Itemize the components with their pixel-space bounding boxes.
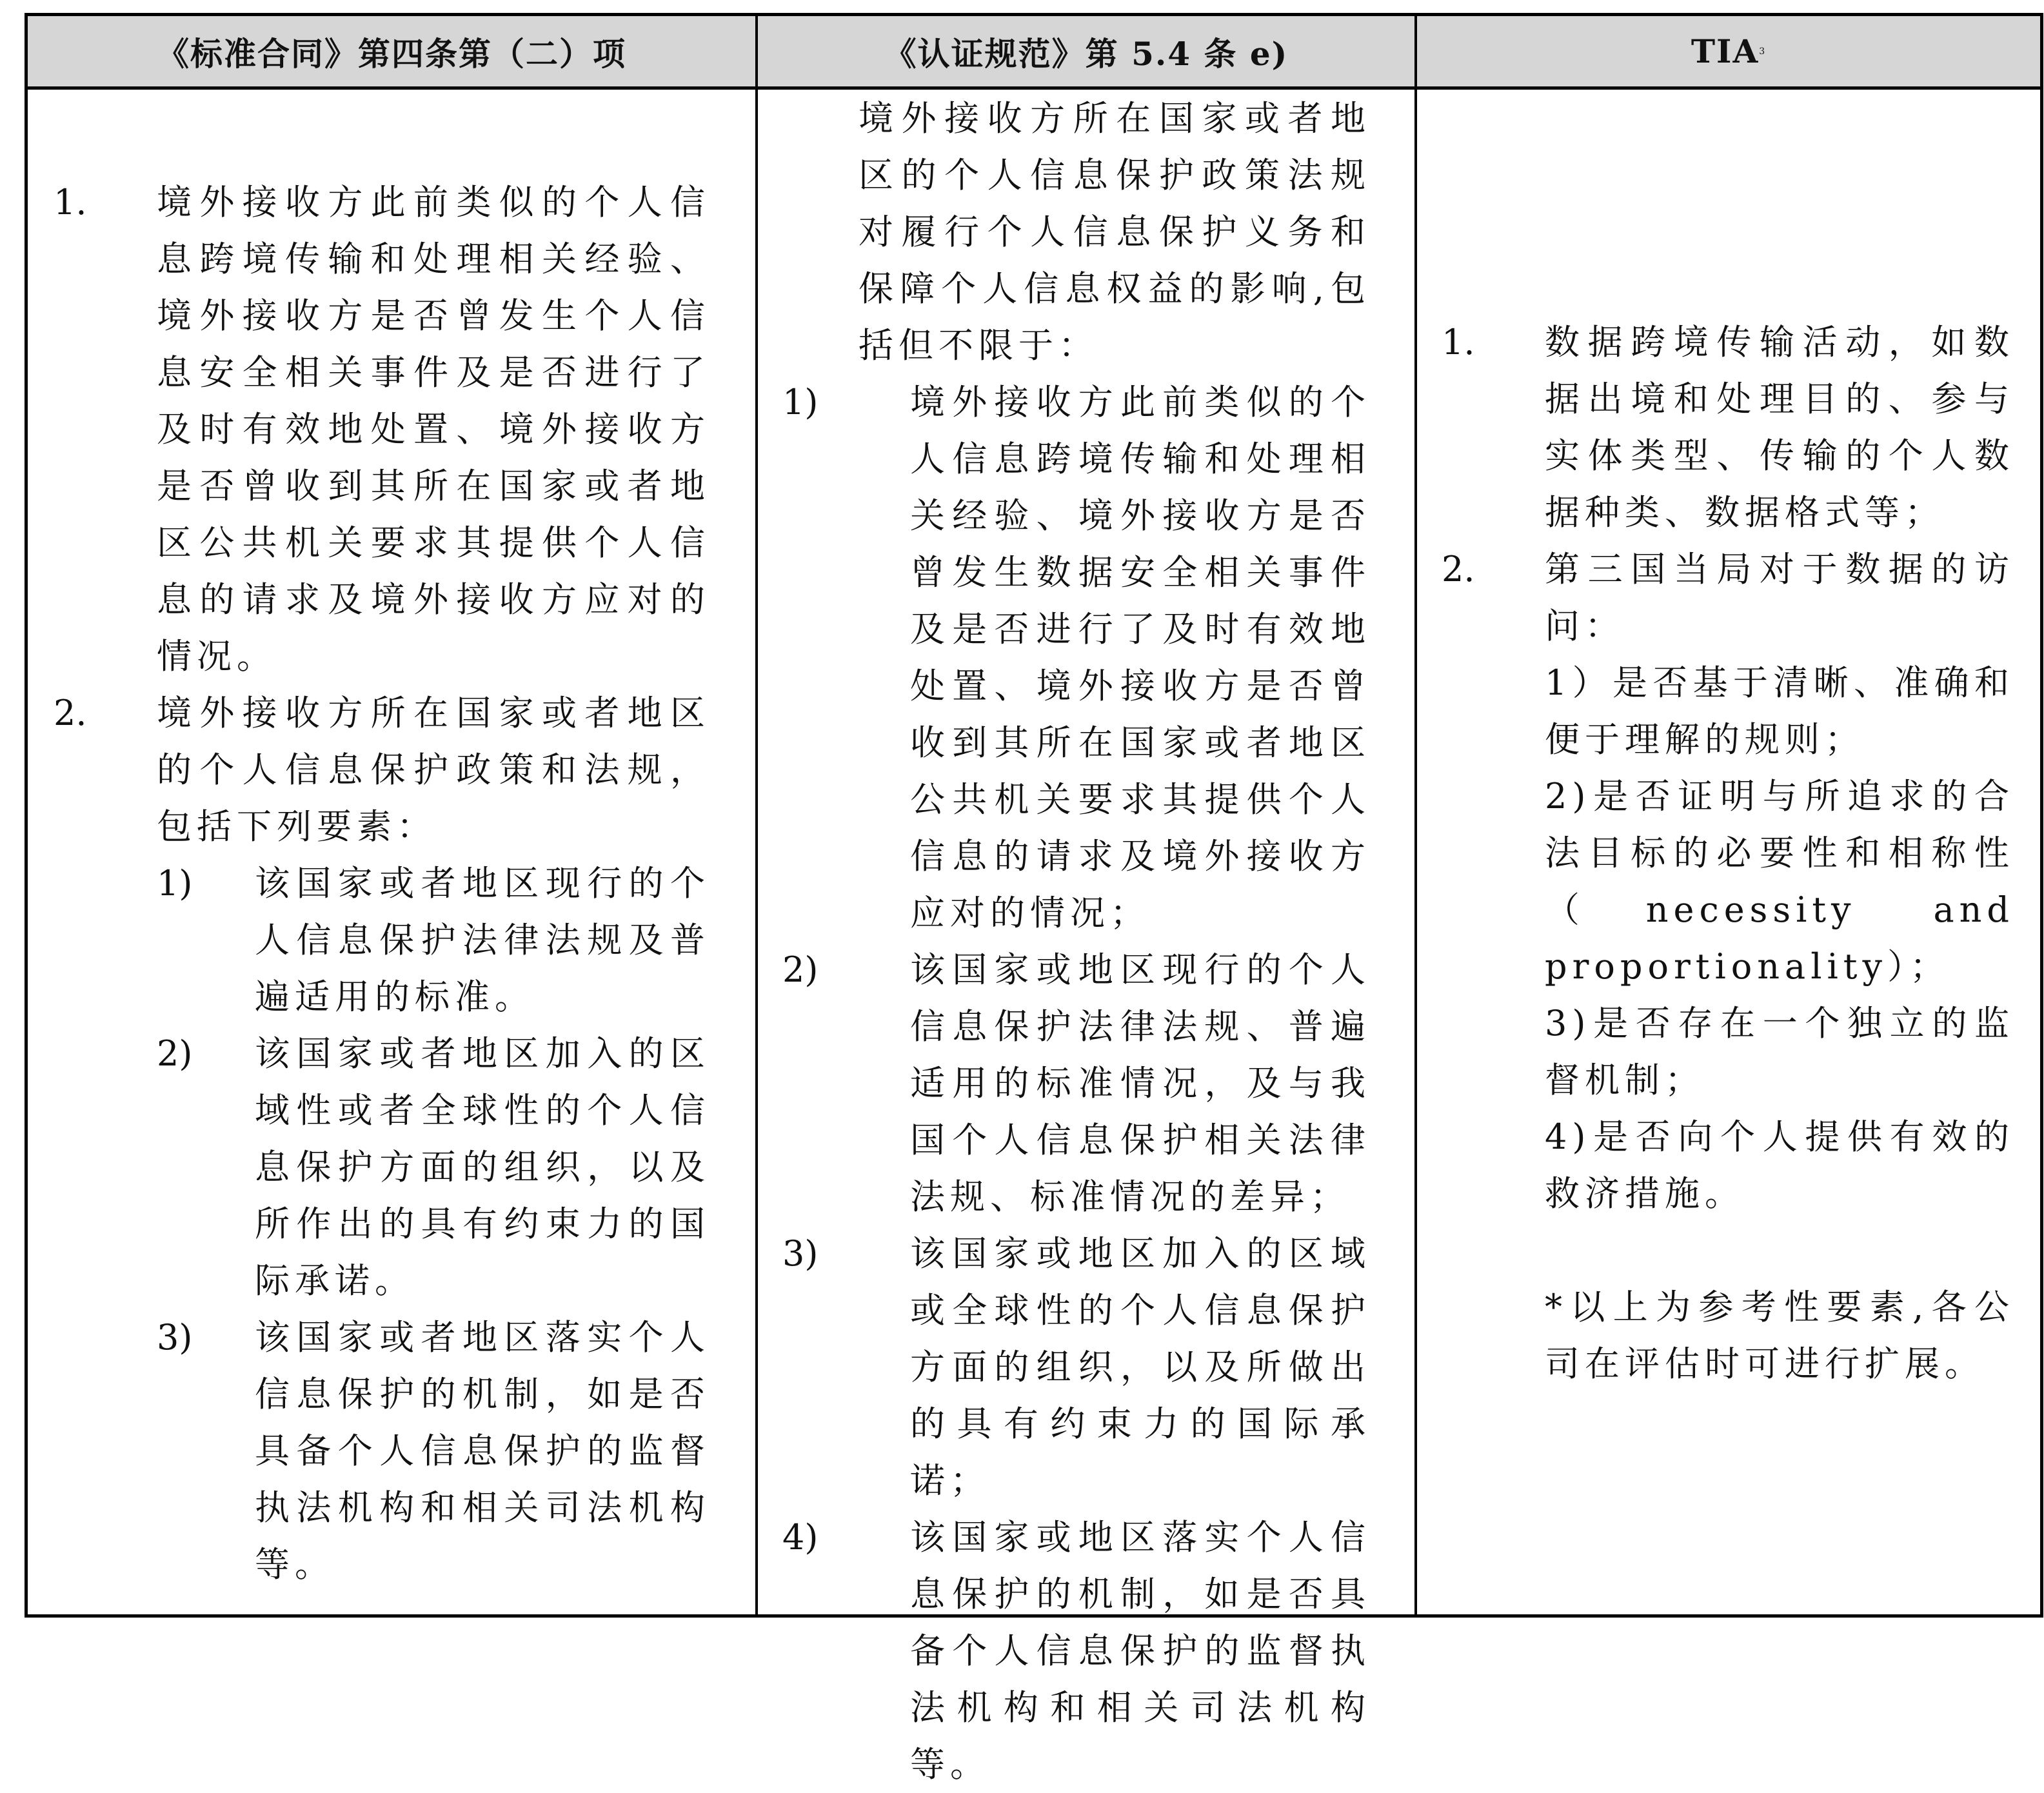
col3-content [1442,314,2014,1392]
list-item: 1) 境外接收方此前类似的个人信息跨境传输和处理相关经验、境外接收方是否曾发生数据安全相关事件及是否进行了及时有效地处置、境外接收方是否曾收到其所在国家或者地区公共机关要求其提供个人信息的请求及境外接收方应对的情况； [782,382,1371,933]
header-tia: TIA 3 [1691,32,1767,70]
list-item: 1. 境外接收方此前类似的个人信息跨境传输和处理相关经验、境外接收方是否曾发生个人信息安全相关事件及是否进行了及时有效地处置、境外接收方是否曾收到其所在国家或者地区公共机关要求其提供个人信息的请求及境外接收方应对的情况。 [54,182,710,677]
comparison-table [25,13,2043,1785]
header-certification-spec: 《认证规范》第 5.4 条 e) [884,34,1289,73]
list-item: 2. 境外接收方所在国家或者地区的个人信息保护政策和法规，包括下列要素： 1) 该国家或者地区现行的个人信息保护法律法规及普遍适用的标准。 2) 该国家或者地区加入的区域性或者全球性的个人信息保护方面的组织，以及所作出的具有约束力的国际承诺。 3) 该国家或者地区落实个人信息保护的机制，如是否具备个人信息保护的监督执法机构和相关司法机构等。 [54,685,710,1593]
reference-note: *以上为参考性要素,各公司在评估时可进行扩展。 [1545,1287,2014,1384]
column-divider [755,16,758,1614]
spacer [1442,1222,2014,1279]
sub-list-item: 3)是否存在一个独立的监督机制； [1545,1003,2014,1100]
column-divider [1414,16,1417,1614]
list-item: 1. 数据跨境传输活动，如数据出境和处理目的、参与实体类型、传输的个人数据种类、数据格式等； [1442,322,2014,533]
footnote-marker: 3 [1759,46,1767,57]
sub-list-item: 1）是否基于清晰、准确和便于理解的规则； [1545,662,2014,760]
list-item: 3) 该国家或地区加入的区域或全球性的个人信息保护方面的组织，以及所做出的具有约束力的国际承诺； [782,1233,1371,1501]
sub-list-item: 3) 该国家或者地区落实个人信息保护的机制，如是否具备个人信息保护的监督执法机构和相关司法机构等。 [157,1317,710,1585]
header-standard-contract: 《标准合同》第四条第（二）项 [157,34,626,73]
col1-content [54,174,710,1593]
sub-list-item: 4)是否向个人提供有效的救济措施。 [1545,1116,2014,1214]
list-item: 2) 该国家或地区现行的个人信息保护法律法规、普遍适用的标准情况，及与我国个人信息保护相关法律法规、标准情况的差异； [782,949,1371,1217]
intro-paragraph: 境外接收方所在国家或者地区的个人信息保护政策法规对履行个人信息保护义务和保障个人信息权益的影响,包括但不限于： [858,98,1371,366]
sub-list-item: 2) 该国家或者地区加入的区域性或者全球性的个人信息保护方面的组织，以及所作出的具有约束力的国际承诺。 [157,1033,710,1301]
list-item: 4) 该国家或地区落实个人信息保护的机制，如是否具备个人信息保护的监督执法机构和相关司法机构等。 [782,1517,1371,1785]
sub-list-item: 2)是否证明与所追求的合法目标的必要性和相称性（necessity and proportionality）； [1545,776,2014,987]
sub-list-item: 1) 该国家或者地区现行的个人信息保护法律法规及普遍适用的标准。 [157,863,710,1017]
list-item: 2. 第三国当局对于数据的访问： [1442,549,2014,646]
col2-content [782,90,1371,1793]
